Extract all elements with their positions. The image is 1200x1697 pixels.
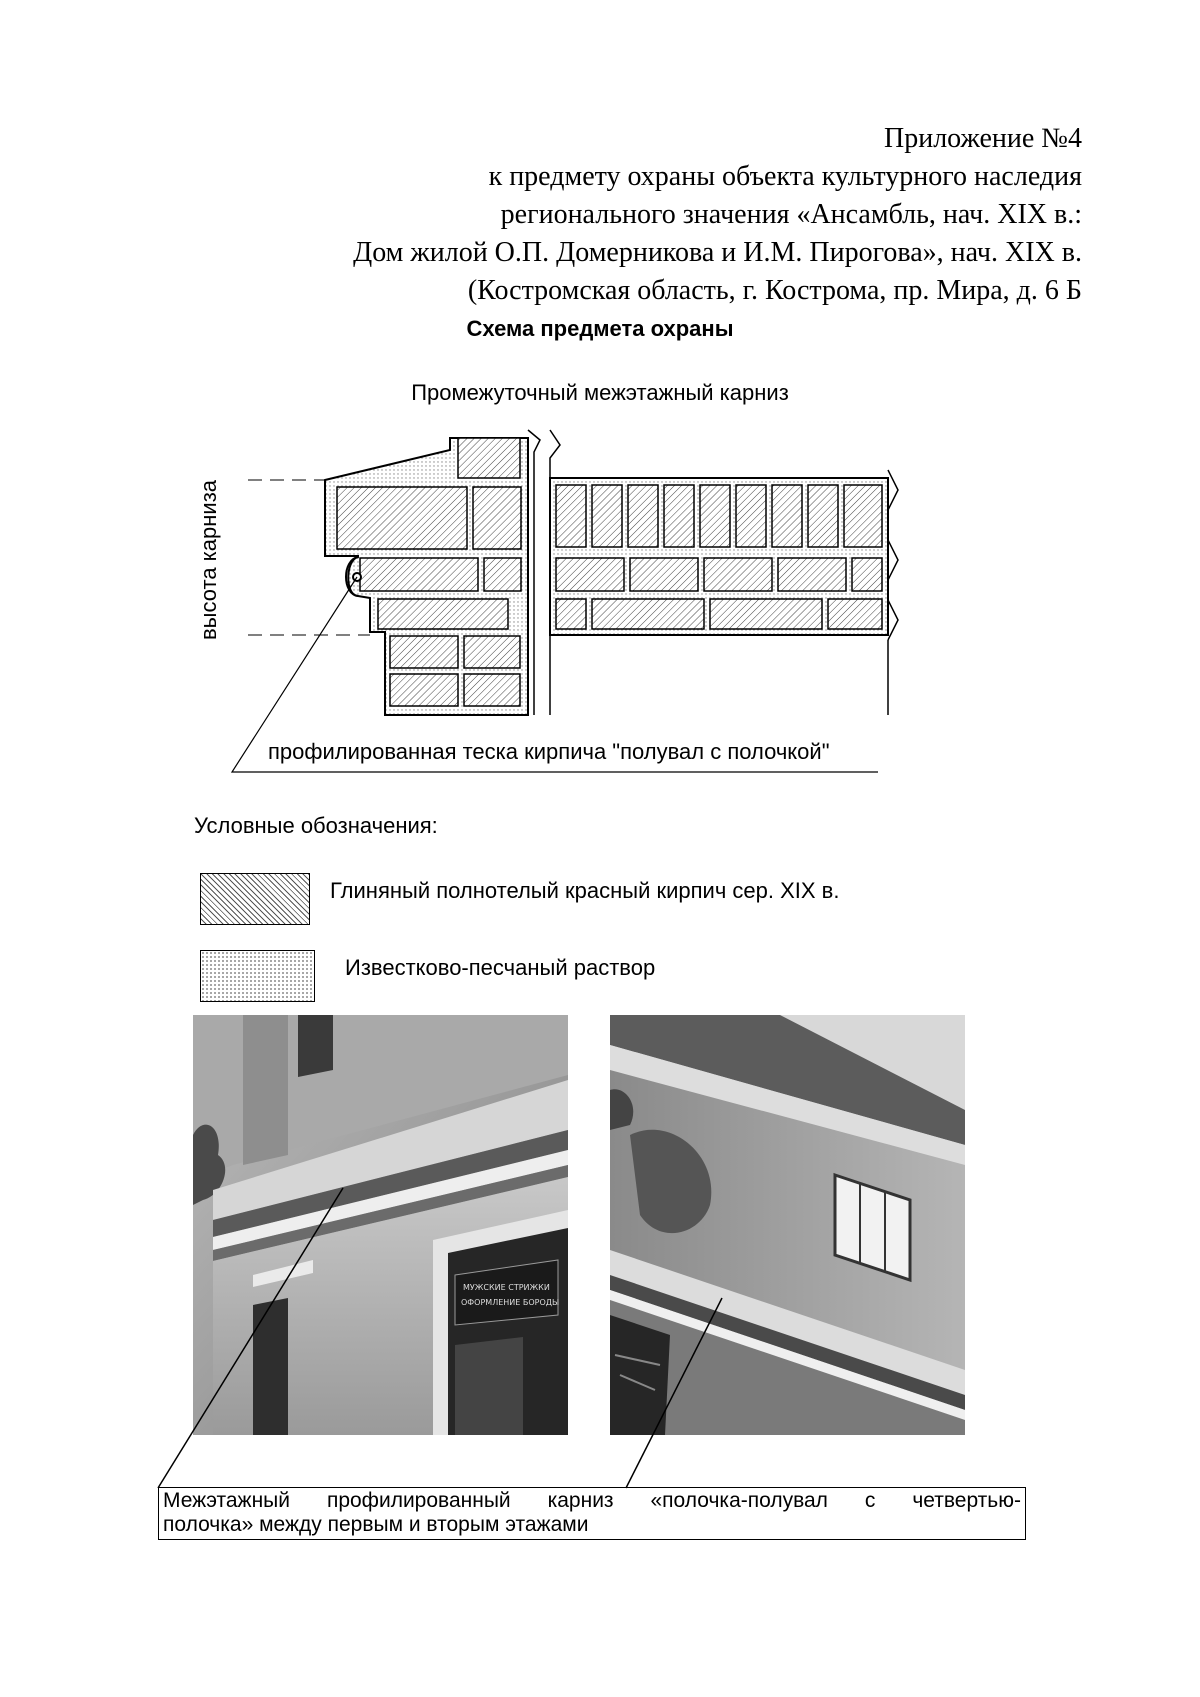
caption-word: «полочка-полувал — [650, 1489, 828, 1512]
caption-word: профилированный — [326, 1489, 511, 1512]
mortar-swatch — [200, 950, 315, 1002]
caption-word: Межэтажный — [163, 1489, 291, 1512]
break-line-right — [888, 470, 898, 640]
header-line-3: регионального значения «Ансамбль, нач. XIX в.: — [500, 199, 1082, 230]
header-line-2: к предмету охраны объекта культурного наследия — [488, 161, 1082, 192]
facade-photo-right — [610, 1015, 965, 1435]
cornice-height-label: высота карниза — [196, 479, 221, 640]
caption-line-2: полочка» между первым и вторым этажами — [163, 1513, 589, 1536]
caption-line-1 — [163, 1489, 1021, 1513]
header-line-4: Дом жилой О.П. Домерникова и И.М. Пирогова», нач. XIX в. — [353, 237, 1082, 268]
cornice-title: Промежуточный межэтажный карниз — [411, 380, 789, 405]
break-line-left — [528, 430, 540, 715]
header-address: (Костромская область, г. Кострома, пр. Мира, д. 6 Б — [467, 275, 1082, 306]
legend-brick-label: Глиняный полнотелый красный кирпич сер. XIX в. — [330, 878, 840, 903]
legend-title: Условные обозначения: — [194, 813, 438, 838]
scheme-title: Схема предмета охраны — [466, 316, 734, 341]
photo-caption — [158, 1487, 1026, 1540]
sign-line-2: ОФОРМЛЕНИЕ БОРОДЫ — [461, 1298, 560, 1307]
appendix-number: Приложение №4 — [884, 123, 1082, 154]
caption-word: четвертью- — [912, 1489, 1021, 1512]
facade-photo-left — [193, 1015, 568, 1435]
cornice-section-drawing — [0, 0, 1200, 800]
caption-word: карниз — [547, 1489, 614, 1512]
caption-word: с — [864, 1489, 876, 1512]
profile-label: профилированная теска кирпича "полувал с полочкой" — [268, 739, 830, 764]
brick-swatch — [200, 873, 310, 925]
legend-mortar-label: Известково-песчаный раствор — [345, 955, 656, 980]
sign-line-1: МУЖСКИЕ СТРИЖКИ — [463, 1283, 550, 1292]
